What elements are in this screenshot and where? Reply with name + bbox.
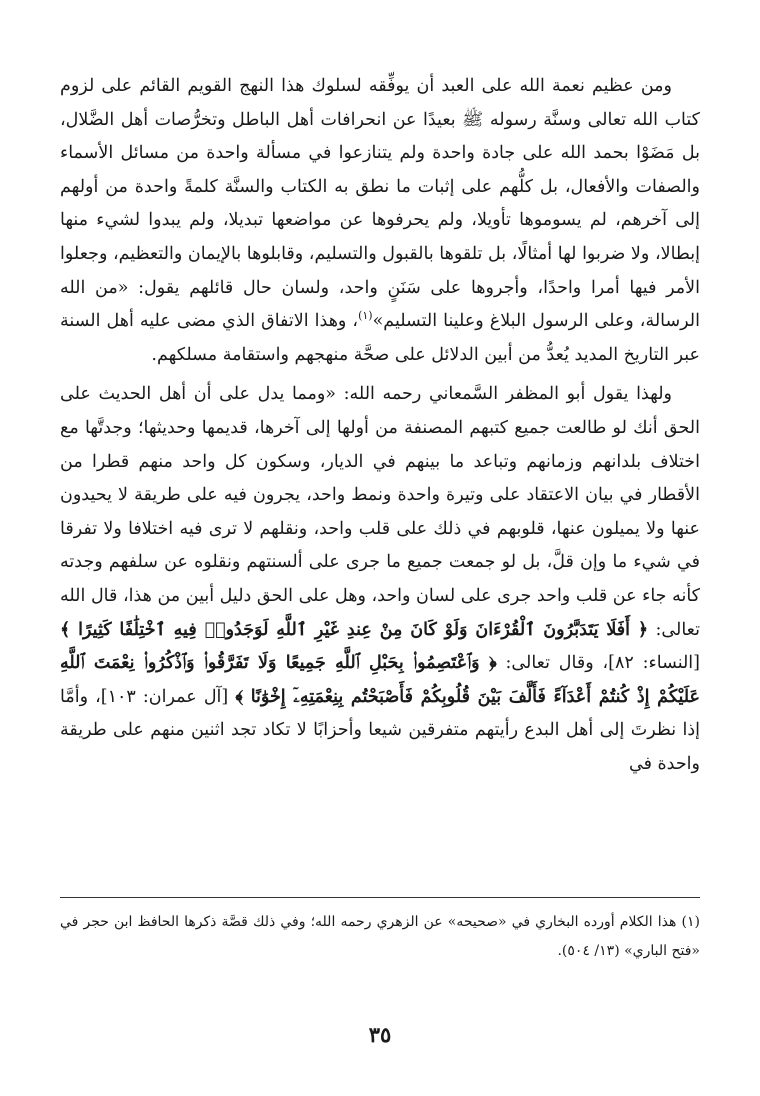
quran-verse-2: ﴿ وَٱعْتَصِمُوا۟ بِحَبْلِ ٱللَّهِ جَمِيعًا وَلَا تَفَرَّقُوا۟ وَٱذْكُرُوا۟ نِعْمَتَ ٱللَّهِ عَلَيْكُمْ إِذْ كُنتُمْ أَعْدَآءً فَأَلَّفَ بَيْنَ قُلُوبِكُمْ فَأَصْبَحْتُم بِنِعْمَتِهِۦٓ إِخْوَٰنًا ﴾ [60, 653, 700, 707]
paragraph-2-text: ولهذا يقول أبو المظفر السَّمعاني رحمه الله: «ومما يدل على أن أهل الحديث على الحق أنك لو طالعت جميع كتبهم المصنفة من أولها إلى آخرها، قديمها وحديثها؛ وجدتَّها مع اختلاف بلدانهم وزمانهم وتباعد ما بينهم في الديار، وسكون كل واحد منهم قطرا من الأقطار في بيان الاعتقاد على وتيرة واحدة ونمط واحد، يجرون فيه على طريقة لا يحيدون عنها ولا يميلون عنها، قلوبهم في ذلك على قلب واحد، ونقلهم لا ترى فيه اختلافا ولا تفرقا في شيء ما وإن قلَّ، بل لو جمعت جميع ما جرى على ألسنتهم ونقلوه عن سلفهم وجدته كأنه جاء عن قلب واحد جرى على لسان واحد، وهل على الحق دليل أبين من هذا، قال الله تعالى: [60, 384, 700, 640]
footnote [60, 908, 700, 966]
main-text [60, 70, 700, 781]
paragraph-2-connector: ، وقال تعالى: [496, 653, 609, 674]
verse-reference-2: [آل عمران: ١٠٣] [100, 686, 236, 707]
paragraph-1-text-end: ، وهذا الاتفاق الذي مضى عليه أهل السنة عبر التاريخ المديد يُعدُّ من أبين الدلائل على صحَّة منهجهم واستقامة مسلكهم. [60, 311, 700, 365]
paragraph-1-text: ومن عظيم نعمة الله على العبد أن يوفِّقه لسلوك هذا النهج القويم القائم على لزوم كتاب الله تعالى وسنَّة رسوله ﷺ بعيدًا عن انحرافات أهل الباطل وتخرُّصات أهل الضَّلال، بل مَضَوْا بحمد الله على جادة واحدة ولم يتنازعوا في مسألة واحدة من مسائل الأسماء والصفات والأفعال، بل كلُّهم على إثبات ما نطق به الكتاب والسنَّة كلمةً واحدة من أولهم إلى آخرهم، لم يسوموها تأويلا، ولم يحرفوها عن مواضعها تبديلا، ولم يبدوا لشيء منها إبطالا، ولا ضربوا لها أمثالًا، بل تلقوها بالقبول والتسليم، وقابلوها بالإيمان والتعظيم، وجعلوا الأمر فيها أمرا واحدًا، وأجروها على سَنَنٍ واحد، ولسان حال قائلهم يقول: «من الله الرسالة، وعلى الرسول البلاغ وعلينا التسليم» [60, 76, 701, 332]
footnote-reference: (١) [358, 309, 373, 323]
paragraph-1 [60, 70, 700, 372]
quran-verse-1: ﴿ أَفَلَا يَتَدَبَّرُونَ ٱلْقُرْءَانَ وَلَوْ كَانَ مِنْ عِندِ غَيْرِ ٱللَّهِ لَوَجَدُوا۟ فِيهِ ٱخْتِلَٰفًا كَثِيرًا ﴾ [60, 619, 649, 640]
footnote-text: (١) هذا الكلام أورده البخاري في «صحيحه» عن الزهري رحمه الله؛ وفي ذلك قصَّة ذكرها الحافظ ابن حجر في «فتح الباري» (١٣/ ٥٠٤). [60, 914, 700, 959]
page-number: ٣٥ [368, 1022, 392, 1047]
verse-reference-1: [النساء: ٨٢] [608, 653, 700, 674]
paragraph-2-text-end: ، وأمَّا إذا نظرتَ إلى أهل البدع رأيتهم متفرقين شيعا وأحزابًا لا تكاد تجد اثنين منهم على طريقة واحدة في [60, 686, 700, 774]
paragraph-2 [60, 378, 700, 781]
footnote-divider [60, 897, 700, 898]
